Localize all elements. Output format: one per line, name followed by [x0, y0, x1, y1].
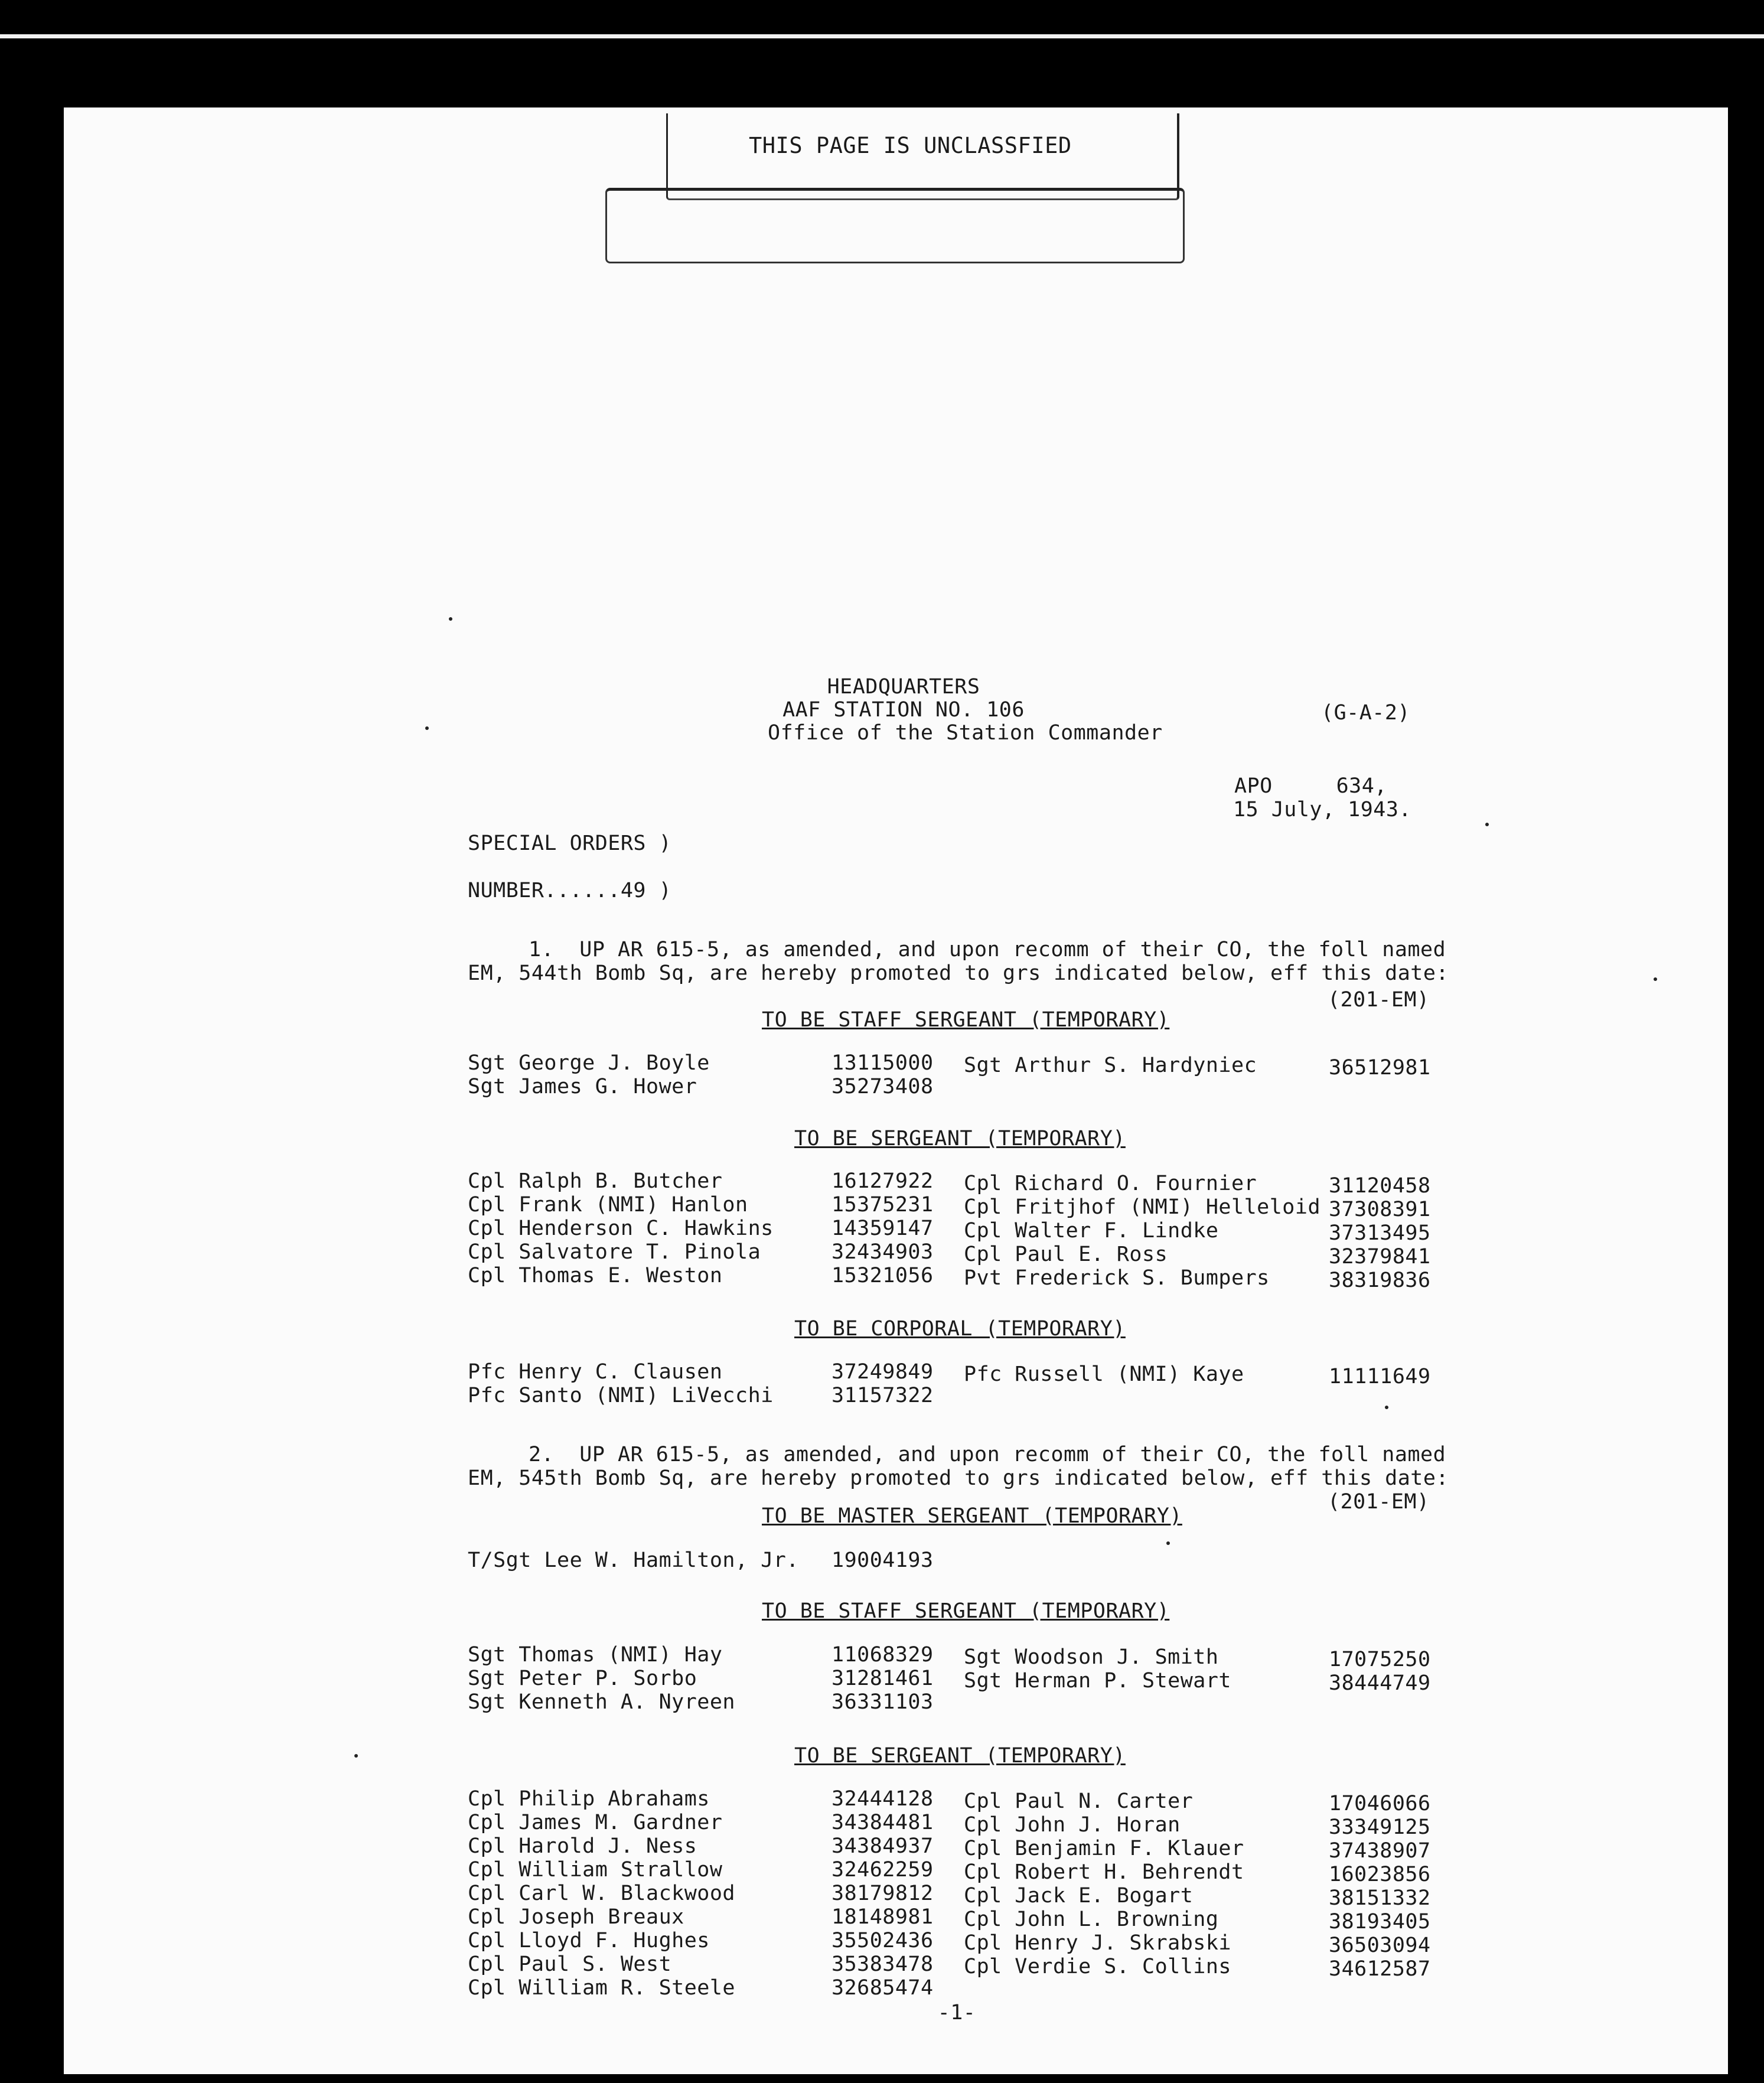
roster-serial: 13115000 — [832, 1051, 934, 1075]
scan-speck — [449, 617, 452, 621]
scan-speck — [425, 726, 429, 730]
roster-serial: 35383478 — [832, 1952, 934, 1976]
roster-name: Cpl James M. Gardner — [468, 1811, 723, 1834]
roster-serial: 37249849 — [832, 1360, 934, 1384]
roster-name: Cpl Carl W. Blackwood — [468, 1882, 736, 1905]
roster-serial: 38319836 — [1329, 1269, 1431, 1292]
roster-name: Cpl Robert H. Behrendt — [964, 1860, 1244, 1884]
roster-name: Pfc Henry C. Clausen — [468, 1360, 723, 1384]
roster-name: Cpl Walter F. Lindke — [964, 1219, 1219, 1243]
roster-name: Cpl Salvatore T. Pinola — [468, 1240, 761, 1264]
scan-top-rule — [0, 34, 1764, 38]
roster-serial: 37308391 — [1329, 1198, 1431, 1221]
scan-speck — [1485, 823, 1489, 826]
roster-serial: 31157322 — [832, 1384, 934, 1407]
para1-ref: (201-EM) — [1328, 988, 1430, 1012]
roster-name: Sgt Herman P. Stewart — [964, 1669, 1232, 1693]
section-heading: TO BE STAFF SERGEANT (TEMPORARY) — [762, 1599, 1170, 1623]
classification-stamp-box — [605, 188, 1185, 263]
section-heading: TO BE SERGEANT (TEMPORARY) — [794, 1127, 1126, 1150]
roster-name: Cpl Benjamin F. Klauer — [964, 1837, 1244, 1860]
roster-serial: 38151332 — [1329, 1886, 1431, 1910]
roster-serial: 34384937 — [832, 1834, 934, 1858]
roster-serial: 18148981 — [832, 1905, 934, 1929]
roster-serial: 38193405 — [1329, 1910, 1431, 1934]
roster-serial: 11068329 — [832, 1643, 934, 1667]
roster-serial: 35273408 — [832, 1075, 934, 1098]
para2-ref: (201-EM) — [1328, 1490, 1430, 1514]
roster-serial: 36503094 — [1329, 1934, 1431, 1957]
roster-serial: 33349125 — [1329, 1815, 1431, 1839]
roster-serial: 32444128 — [832, 1787, 934, 1811]
scan-speck — [1385, 1406, 1388, 1409]
roster-name: Cpl Frank (NMI) Hanlon — [468, 1193, 748, 1217]
roster-name: Pfc Russell (NMI) Kaye — [964, 1362, 1244, 1386]
roster-serial: 32685474 — [832, 1976, 934, 2000]
roster-serial: 16127922 — [832, 1169, 934, 1193]
roster-serial: 36331103 — [832, 1690, 934, 1714]
section-heading: TO BE CORPORAL (TEMPORARY) — [794, 1317, 1126, 1341]
roster-serial: 15321056 — [832, 1264, 934, 1287]
roster-name: Sgt George J. Boyle — [468, 1051, 710, 1075]
page-number: -1- — [937, 2001, 976, 2025]
roster-name: Cpl Paul S. West — [468, 1952, 672, 1976]
roster-serial: 34384481 — [832, 1811, 934, 1834]
roster-name: Cpl John J. Horan — [964, 1813, 1181, 1837]
roster-name: Cpl Richard O. Fournier — [964, 1172, 1257, 1195]
para1-line1: 1. UP AR 615-5, as amended, and upon recomm of their CO, the foll named — [529, 938, 1446, 961]
header-code: (G-A-2) — [1321, 701, 1411, 725]
special-orders-label: SPECIAL ORDERS ) — [468, 832, 672, 855]
para1-line2: EM, 544th Bomb Sq, are hereby promoted to grs indicated below, eff this date: — [468, 961, 1449, 985]
section-heading: TO BE MASTER SERGEANT (TEMPORARY) — [762, 1504, 1182, 1528]
roster-name: Cpl Henderson C. Hawkins — [468, 1217, 774, 1240]
roster-serial: 19004193 — [832, 1549, 934, 1572]
roster-name: Cpl Lloyd F. Hughes — [468, 1929, 710, 1952]
roster-name: Sgt Thomas (NMI) Hay — [468, 1643, 723, 1667]
roster-name: Cpl Jack E. Bogart — [964, 1884, 1194, 1908]
header-date: 15 July, 1943. — [1233, 798, 1412, 822]
roster-name: Sgt Peter P. Sorbo — [468, 1667, 697, 1690]
roster-name: Cpl Paul E. Ross — [964, 1243, 1168, 1266]
roster-name: Cpl Joseph Breaux — [468, 1905, 684, 1929]
roster-name: Sgt James G. Hower — [468, 1075, 697, 1098]
header-station: AAF STATION NO. 106 — [782, 698, 1025, 722]
para2-line1: 2. UP AR 615-5, as amended, and upon recomm of their CO, the foll named — [529, 1443, 1446, 1466]
header-headquarters: HEADQUARTERS — [827, 675, 980, 699]
classification-stamp-text: THIS PAGE IS UNCLASSFIED — [749, 133, 1072, 158]
roster-serial: 17046066 — [1329, 1792, 1431, 1815]
roster-name: Cpl Harold J. Ness — [468, 1834, 697, 1858]
roster-name: Cpl John L. Browning — [964, 1908, 1219, 1931]
roster-name: Pfc Santo (NMI) LiVecchi — [468, 1384, 774, 1407]
para2-line2: EM, 545th Bomb Sq, are hereby promoted to grs indicated below, eff this date: — [468, 1466, 1449, 1490]
header-office: Office of the Station Commander — [768, 721, 1163, 745]
roster-serial: 17075250 — [1329, 1648, 1431, 1671]
roster-serial: 37438907 — [1329, 1839, 1431, 1863]
roster-name: Cpl Ralph B. Butcher — [468, 1169, 723, 1193]
roster-name: Sgt Kenneth A. Nyreen — [468, 1690, 736, 1714]
scan-speck — [354, 1754, 358, 1758]
roster-name: Sgt Woodson J. Smith — [964, 1645, 1219, 1669]
roster-name: Cpl Philip Abrahams — [468, 1787, 710, 1811]
roster-name: Cpl Thomas E. Weston — [468, 1264, 723, 1287]
scan-speck — [1654, 977, 1657, 981]
roster-serial: 31120458 — [1329, 1174, 1431, 1198]
roster-name: Cpl Henry J. Skrabski — [964, 1931, 1232, 1955]
roster-serial: 34612587 — [1329, 1957, 1431, 1981]
scan-speck — [1166, 1541, 1170, 1545]
roster-name: Cpl Fritjhof (NMI) Helleloid — [964, 1195, 1321, 1219]
roster-serial: 31281461 — [832, 1667, 934, 1690]
roster-serial: 37313495 — [1329, 1221, 1431, 1245]
roster-serial: 35502436 — [832, 1929, 934, 1952]
roster-serial: 16023856 — [1329, 1863, 1431, 1886]
roster-serial: 38444749 — [1329, 1671, 1431, 1695]
roster-name: Cpl William R. Steele — [468, 1976, 736, 2000]
roster-serial: 11111649 — [1329, 1365, 1431, 1388]
roster-name: Cpl Verdie S. Collins — [964, 1955, 1232, 1978]
roster-name: Cpl William Strallow — [468, 1858, 723, 1882]
roster-name: T/Sgt Lee W. Hamilton, Jr. — [468, 1549, 799, 1572]
roster-serial: 32434903 — [832, 1240, 934, 1264]
roster-serial: 32462259 — [832, 1858, 934, 1882]
header-apo: APO 634, — [1234, 774, 1387, 798]
special-orders-number: NUMBER......49 ) — [468, 879, 672, 902]
roster-serial: 14359147 — [832, 1217, 934, 1240]
roster-name: Pvt Frederick S. Bumpers — [964, 1266, 1270, 1290]
roster-serial: 15375231 — [832, 1193, 934, 1217]
roster-serial: 32379841 — [1329, 1245, 1431, 1269]
roster-serial: 36512981 — [1329, 1056, 1431, 1080]
roster-name: Cpl Paul N. Carter — [964, 1789, 1194, 1813]
section-heading: TO BE STAFF SERGEANT (TEMPORARY) — [762, 1008, 1170, 1032]
section-heading: TO BE SERGEANT (TEMPORARY) — [794, 1744, 1126, 1768]
roster-serial: 38179812 — [832, 1882, 934, 1905]
roster-name: Sgt Arthur S. Hardyniec — [964, 1054, 1257, 1077]
